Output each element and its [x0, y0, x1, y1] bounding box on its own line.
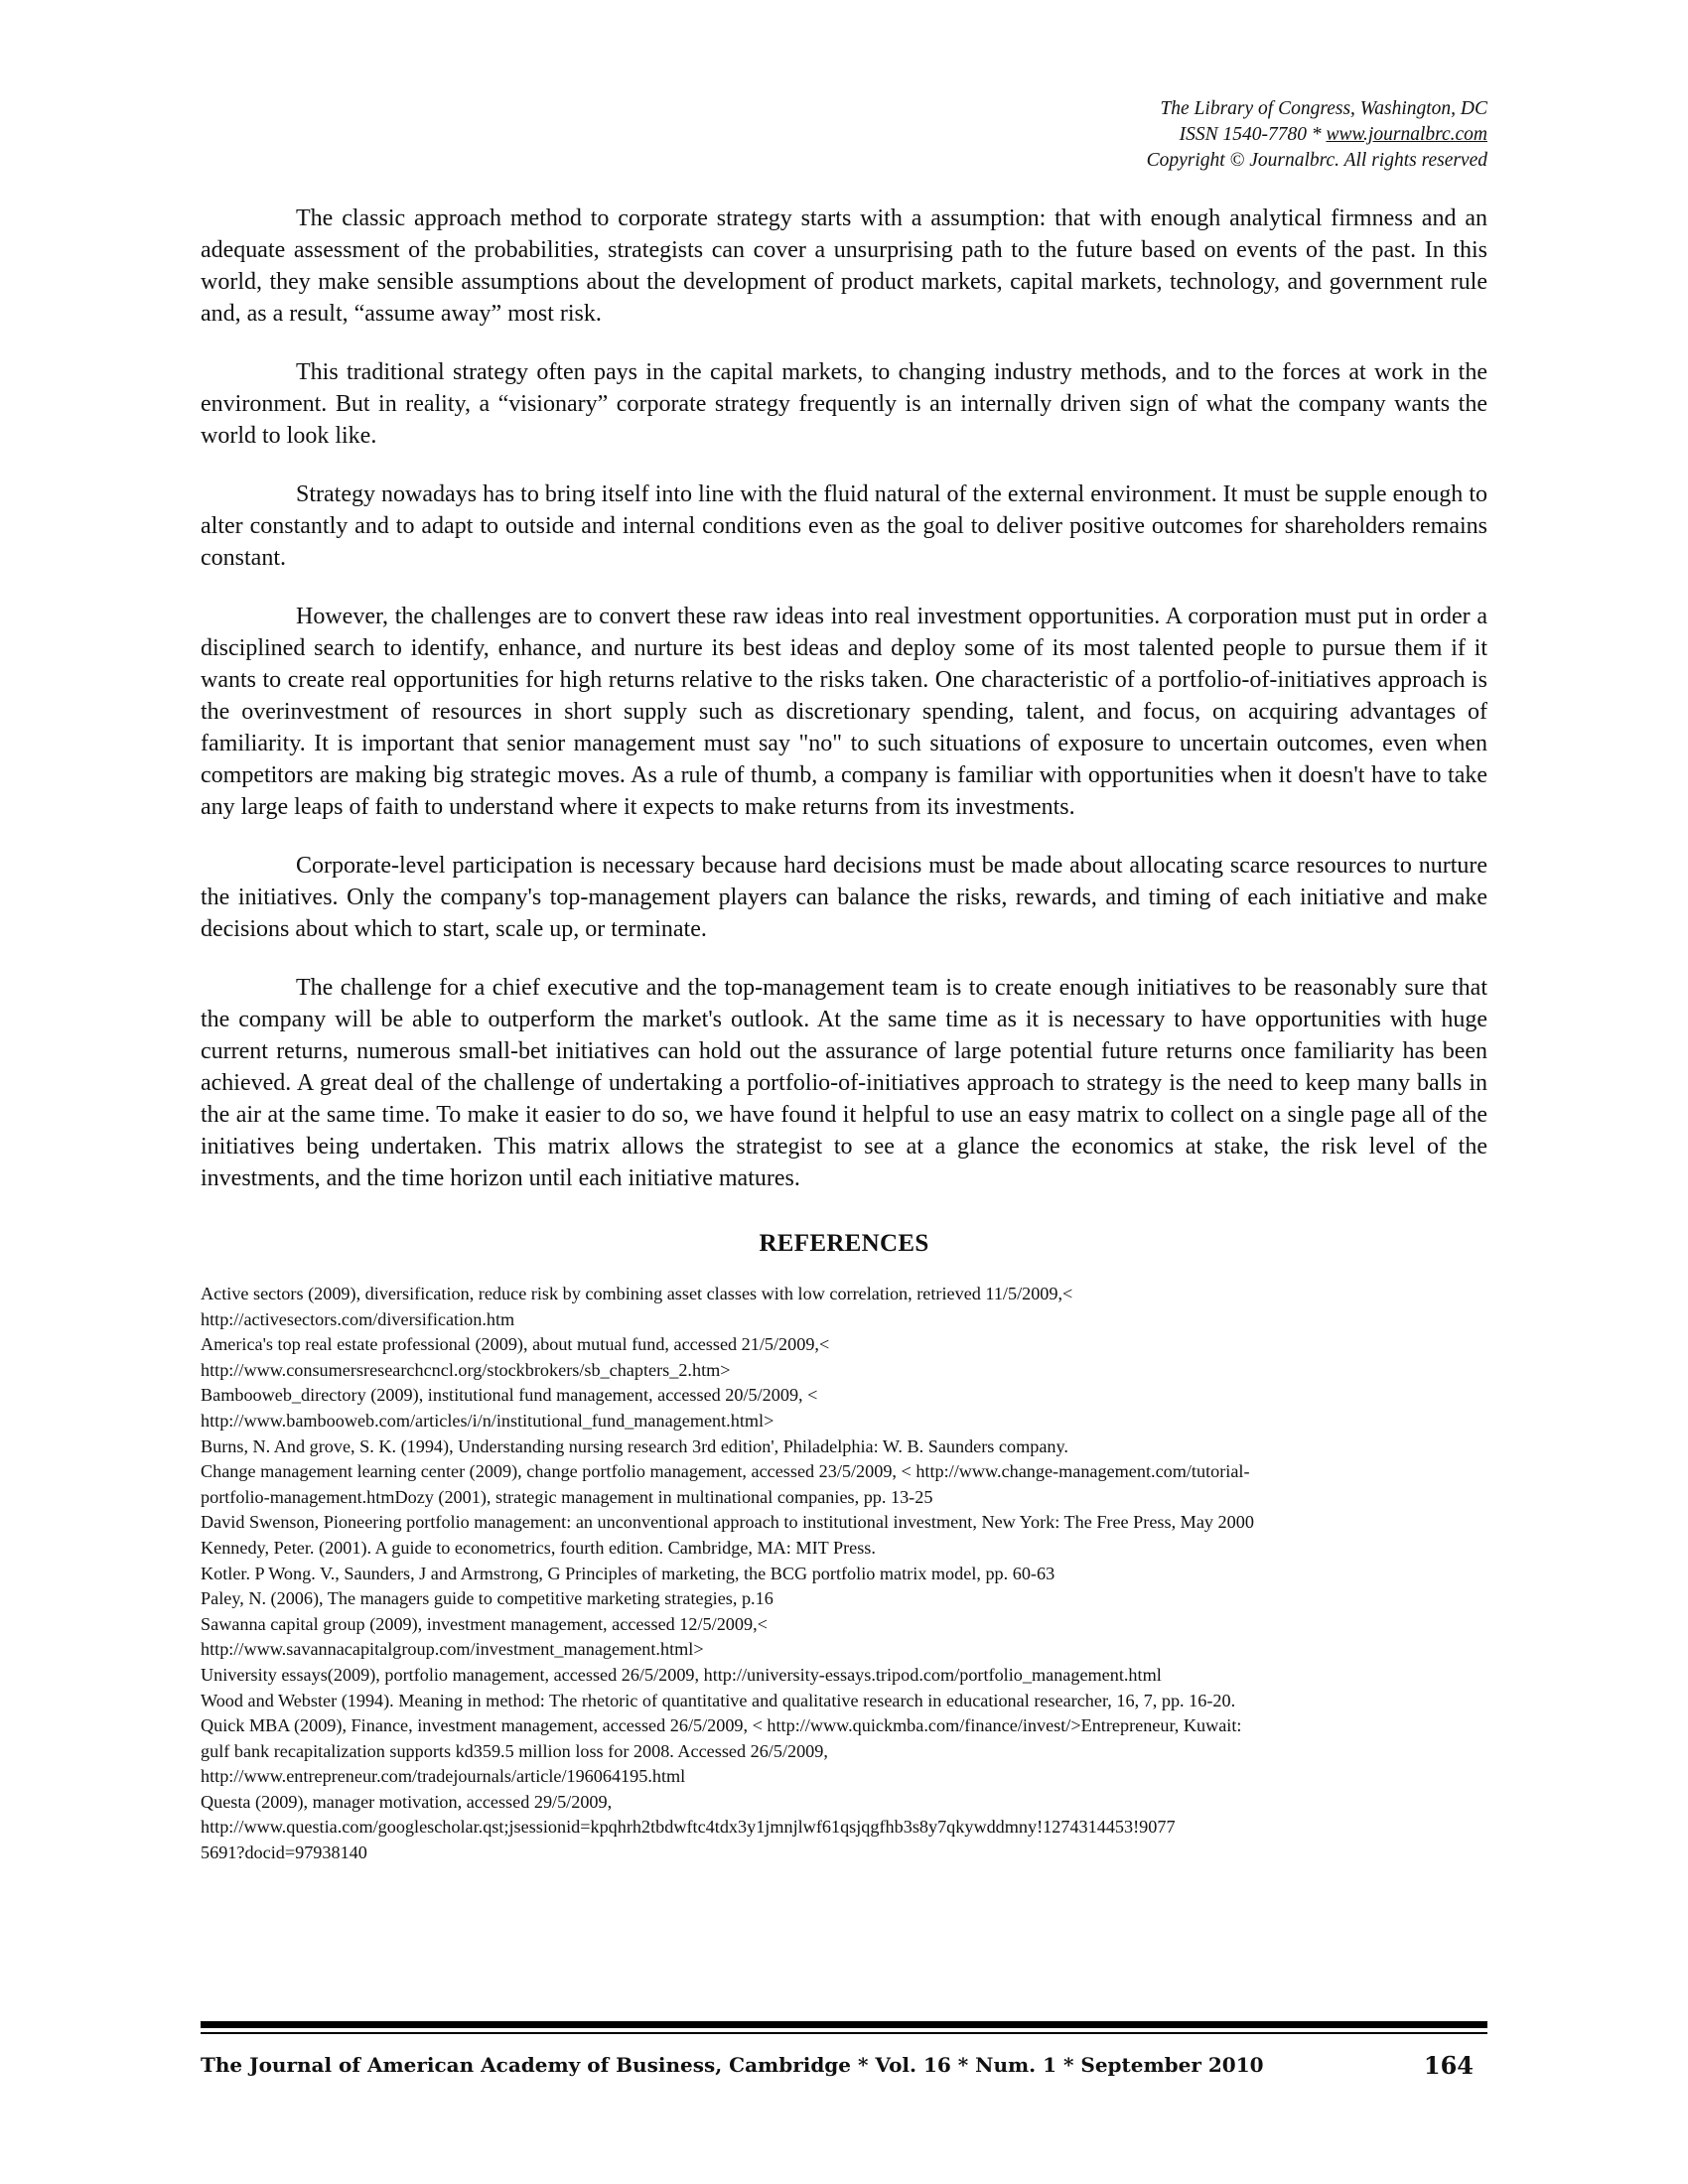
- body-paragraph: Strategy nowadays has to bring itself into line with the fluid natural of the external environment. It must be supple enough to alter constantly and to adapt to outside and internal conditions even as the goal to deliver positive outcomes for shareholders remains constant.: [201, 481, 1487, 571]
- footer-journal-citation: The Journal of American Academy of Business, Cambridge * Vol. 16 * Num. 1 * September 2010: [201, 2053, 1264, 2077]
- header-issn: ISSN 1540-7780 *: [1179, 124, 1322, 145]
- reference-line: http://www.savannacapitalgroup.com/investment_management.html>: [201, 1639, 704, 1660]
- reference-line: Kennedy, Peter. (2001). A guide to econometrics, fourth edition. Cambridge, MA: MIT Press.: [201, 1537, 876, 1558]
- header-issn-line: [1147, 122, 1487, 148]
- reference-line: Active sectors (2009), diversification, reduce risk by combining asset classes with low correlation, retrieved 11/5/2009,<: [201, 1284, 1073, 1303]
- footer-rule-thin: [201, 2032, 1487, 2034]
- footer-rule-thick: [201, 2021, 1487, 2028]
- header-copyright: Copyright © Journalbrc. All rights reserved: [1146, 150, 1487, 171]
- reference-entry: [201, 1383, 1487, 1433]
- reference-line: Bambooweb_directory (2009), institutional fund management, accessed 20/5/2009, <: [201, 1385, 818, 1406]
- reference-entry: [201, 1434, 1487, 1460]
- reference-entry: [201, 1459, 1487, 1510]
- body-paragraph: Corporate-level participation is necessary because hard decisions must be made about allocating scarce resources to nurture the initiatives. Only the company's top-management players can balance the risks, rewards, and timing of each initiative and make decisions about which to start, scale up, or terminate.: [201, 853, 1487, 942]
- body-paragraph: However, the challenges are to convert these raw ideas into real investment opportunities. A corporation must put in order a disciplined search to identify, enhance, and nurture its best ideas and deploy some of its most talented people to pursue them if it wants to create real opportunities for high returns relative to the risks taken. One characteristic of a portfolio-of-initiatives approach is the overinvestment of resources in short supply such as discretionary spending, talent, and focus, on acquiring advantages of familiarity. It is important that senior management must say "no" to such situations of exposure to uncertain outcomes, even when competitors are making big strategic moves. As a rule of thumb, a company is familiar with opportunities when it doesn't have to take any large leaps of faith to understand where it expects to make returns from its investments.: [201, 604, 1487, 820]
- body-paragraph: The challenge for a chief executive and the top-management team is to create enough initiatives to be reasonably sure that the company will be able to outperform the market's outlook. At the same time as it is necessary to have opportunities with huge current returns, numerous small-bet initiatives can hold out the assurance of large potential future returns once familiarity has been achieved. A great deal of the challenge of undertaking a portfolio-of-initiatives approach to strategy is the need to keep many balls in the air at the same time. To make it easier to do so, we have found it helpful to use an easy matrix to collect on a single page all of the initiatives being undertaken. This matrix allows the strategist to see at a glance the economics at stake, the risk level of the investments, and the time horizon until each initiative matures.: [201, 975, 1487, 1191]
- reference-line: http://www.questia.com/googlescholar.qst;jsessionid=kpqhrh2tbdwftc4tdx3y1jmnjlwf61qsjqgfhb3s8y7qkywddmny!1274314453!9077: [201, 1817, 1176, 1838]
- reference-line: Quick MBA (2009), Finance, investment management, accessed 26/5/2009, < http://www.quickmba.com/finance/invest/>Entrepreneur, Kuwait:: [201, 1715, 1242, 1736]
- reference-line: Change management learning center (2009), change portfolio management, accessed 23/5/2009, < http://www.change-management.com/tutorial-: [201, 1461, 1250, 1482]
- reference-entry: [201, 1536, 1487, 1562]
- reference-entry: [201, 1510, 1487, 1536]
- header-journal-link[interactable]: www.journalbrc.com: [1326, 124, 1487, 145]
- reference-line: http://activesectors.com/diversification.htm: [201, 1308, 515, 1329]
- reference-list: [201, 1282, 1487, 1866]
- body-paragraph: The classic approach method to corporate strategy starts with a assumption: that with enough analytical firmness and an adequate assessment of the probabilities, strategists can cover a unsurprising path to the future based on events of the past. In this world, they make sensible assumptions about the development of product markets, capital markets, technology, and government rule and, as a result, “assume away” most risk.: [201, 205, 1487, 327]
- reference-line: America's top real estate professional (2009), about mutual fund, accessed 21/5/2009,<: [201, 1334, 830, 1355]
- reference-line: http://www.bambooweb.com/articles/i/n/institutional_fund_management.html>: [201, 1410, 774, 1431]
- reference-entry: [201, 1689, 1487, 1714]
- reference-entry: [201, 1612, 1487, 1663]
- references-heading: REFERENCES: [759, 1230, 929, 1257]
- reference-line: David Swenson, Pioneering portfolio management: an unconventional approach to institutional investment, New York: The Free Press, May 2000: [201, 1512, 1254, 1533]
- page-header: [1147, 96, 1487, 174]
- reference-entry: [201, 1332, 1487, 1383]
- reference-line: Paley, N. (2006), The managers guide to competitive marketing strategies, p.16: [201, 1588, 774, 1609]
- header-library-line: The Library of Congress, Washington, DC: [1160, 98, 1487, 119]
- reference-entry: [201, 1790, 1487, 1866]
- reference-line: Questa (2009), manager motivation, accessed 29/5/2009,: [201, 1791, 613, 1812]
- reference-entry: [201, 1586, 1487, 1612]
- article-body: [201, 203, 1487, 1866]
- reference-line: Burns, N. And grove, S. K. (1994), Understanding nursing research 3rd edition', Philadelphia: W. B. Saunders company.: [201, 1435, 1068, 1456]
- reference-line: 5691?docid=97938140: [201, 1843, 367, 1863]
- reference-line: Kotler. P Wong. V., Saunders, J and Armstrong, G Principles of marketing, the BCG portfolio matrix model, pp. 60-63: [201, 1563, 1055, 1583]
- reference-entry: [201, 1282, 1487, 1332]
- reference-entry: [201, 1562, 1487, 1587]
- reference-line: Wood and Webster (1994). Meaning in method: The rhetoric of quantitative and qualitative research in educational researcher, 16, 7, pp. 16-20.: [201, 1690, 1236, 1710]
- reference-line: University essays(2009), portfolio management, accessed 26/5/2009, http://university-essays.tripod.com/portfolio_management.html: [201, 1664, 1162, 1685]
- page-number: 164: [1423, 2051, 1474, 2080]
- reference-line: Sawanna capital group (2009), investment management, accessed 12/5/2009,<: [201, 1613, 768, 1634]
- reference-line: portfolio-management.htmDozy (2001), strategic management in multinational companies, pp. 13-25: [201, 1486, 933, 1507]
- reference-line: gulf bank recapitalization supports kd359.5 million loss for 2008. Accessed 26/5/2009,: [201, 1740, 828, 1761]
- reference-line: http://www.entrepreneur.com/tradejournals/article/196064195.html: [201, 1766, 686, 1787]
- body-paragraph: This traditional strategy often pays in the capital markets, to changing industry methods, and to the forces at work in the environment. But in reality, a “visionary” corporate strategy frequently is an internally driven sign of what the company wants the world to look like.: [201, 359, 1487, 449]
- reference-entry: [201, 1663, 1487, 1689]
- reference-line: http://www.consumersresearchcncl.org/stockbrokers/sb_chapters_2.htm>: [201, 1359, 731, 1380]
- reference-entry: [201, 1713, 1487, 1790]
